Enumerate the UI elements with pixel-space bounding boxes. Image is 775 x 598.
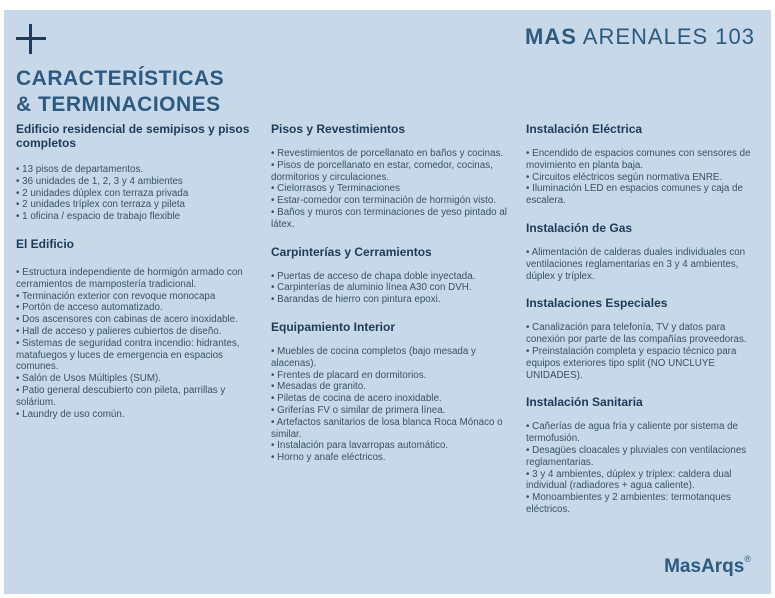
section-title: Edificio residencial de semipisos y pisos completos (16, 122, 250, 150)
section-title: Instalación Sanitaria (526, 395, 643, 410)
item-list (271, 148, 507, 231)
section-gas (526, 221, 762, 282)
list-item: • Frentes de placard en dormitorios. (271, 370, 507, 382)
list-item: • 1 oficina / espacio de trabajo flexible (16, 211, 252, 223)
list-item: • Encendido de espacios comunes con sensores de movimiento en planta baja. (526, 148, 762, 172)
section-title: Instalación Eléctrica (526, 122, 643, 136)
list-item: • Griferías FV o similar de primera línea. (271, 405, 507, 417)
brand-title (525, 24, 755, 50)
list-item: • Cielorrasos y Terminaciones (271, 183, 507, 195)
column-2 (271, 122, 507, 464)
item-list (526, 148, 762, 207)
item-list (526, 322, 762, 381)
list-item: • Puertas de acceso de chapa doble inyectada. (271, 271, 507, 283)
list-item: • Pisos de porcellanato en estar, comedor, cocinas, dormitorios y circulaciones. (271, 160, 507, 184)
list-item: • Estar-comedor con terminación de hormigón visto. (271, 195, 507, 207)
list-item: • 2 unidades tríplex con terraza y pileta (16, 199, 252, 211)
list-item: • 2 unidades dúplex con terraza privada (16, 188, 252, 200)
section-equipamiento (271, 320, 507, 464)
list-item: • Portón de acceso automatizado. (16, 302, 252, 314)
section-title: Pisos y Revestimientos (271, 122, 406, 136)
page (4, 10, 771, 594)
list-item: • Canalización para telefonía, TV y datos para conexión por parte de las compañías proveedoras. (526, 322, 762, 346)
section-title: Instalación de Gas (526, 220, 633, 235)
list-item: • Patio general descubierto con pileta, parrillas y solárium. (16, 385, 252, 409)
section-sanitaria (526, 395, 762, 515)
list-item: • Preinstalación completa y espacio técnico para equipos exteriores tipo split (NO UNCLUYE UNIDADES). (526, 346, 762, 381)
list-item: • Monoambientes y 2 ambientes: termotanques eléctricos. (526, 492, 762, 516)
list-item: • Alimentación de calderas duales individuales con ventilaciones reglamentarias en 3 y 4 ambientes, dúplex y tríplex. (526, 247, 762, 282)
list-item: • 3 y 4 ambientes, dúplex y tríplex: caldera dual individual (radiadores + agua caliente). (526, 469, 762, 493)
page-title-line-2: & TERMINACIONES (16, 93, 221, 116)
list-item: • Hall de acceso y palieres cubiertos de diseño. (16, 326, 252, 338)
list-item: • Cañerías de agua fría y caliente por sistema de termofusión. (526, 421, 762, 445)
list-item: • Piletas de cocina de acero inoxidable. (271, 393, 507, 405)
list-item: • Dos ascensores con cabinas de acero inoxidable. (16, 314, 252, 326)
section-electrica (526, 122, 762, 207)
section-title: Carpinterías y Cerramientos (271, 244, 432, 259)
page-title-line-1: CARACTERÍSTICAS (16, 67, 225, 90)
list-item: • Sistemas de seguridad contra incendio: hidrantes, matafuegos y luces de emergencia en espacios comunes. (16, 338, 252, 373)
page-title (16, 66, 224, 118)
registered-mark: ® (744, 554, 751, 564)
list-item: • Muebles de cocina completos (bajo mesada y alacenas). (271, 346, 507, 370)
list-item: • Artefactos sanitarios de losa blanca Roca Mónaco o similar. (271, 417, 507, 441)
item-list (16, 164, 252, 223)
item-list (16, 267, 252, 420)
list-item: • Salón de Usos Múltiples (SUM). (16, 373, 252, 385)
list-item: • 13 pisos de departamentos. (16, 164, 252, 176)
section-title: Instalaciones Especiales (526, 296, 668, 311)
section-title: Equipamiento Interior (271, 319, 396, 334)
list-item: • Terminación exterior con revoque monocapa (16, 291, 252, 303)
list-item: • Mesadas de granito. (271, 381, 507, 393)
logo-text: MasArqs (664, 556, 745, 577)
list-item: • Instalación para lavarropas automático. (271, 440, 507, 452)
column-3 (526, 122, 762, 516)
item-list (526, 247, 762, 282)
column-1 (16, 122, 252, 420)
list-item: • Carpinterías de aluminio línea A30 con DVH. (271, 282, 507, 294)
section-edificio-residencial (16, 122, 252, 223)
list-item: • Circuitos eléctricos según normativa ENRE. (526, 172, 762, 184)
section-carpinterias (271, 245, 507, 306)
list-item: • Estructura independiente de hormigón armado con cerramientos de mampostería tradicional. (16, 267, 252, 291)
item-list (271, 271, 507, 306)
list-item: • Revestimientos de porcellanato en baños y cocinas. (271, 148, 507, 160)
list-item: • Baños y muros con terminaciones de yeso pintado al látex. (271, 207, 507, 231)
list-item: • Barandas de hierro con pintura epoxi. (271, 294, 507, 306)
list-item: • Iluminación LED en espacios comunes y caja de escalera. (526, 183, 762, 207)
section-title: El Edificio (16, 236, 75, 251)
list-item: • Desagües cloacales y pluviales con ventilaciones reglamentarias. (526, 445, 762, 469)
section-pisos-revestimientos (271, 122, 507, 231)
brand-part-2: ARENALES 103 (582, 24, 755, 49)
section-especiales (526, 296, 762, 381)
plus-icon (16, 24, 46, 54)
item-list (271, 346, 507, 464)
section-el-edificio (16, 237, 252, 420)
item-list (526, 421, 762, 515)
brand-part-1: MAS (525, 24, 577, 49)
masarqs-logo (664, 556, 751, 578)
list-item: • 36 unidades de 1, 2, 3 y 4 ambientes (16, 176, 252, 188)
list-item: • Laundry de uso común. (16, 409, 252, 421)
list-item: • Horno y anafe eléctricos. (271, 452, 507, 464)
